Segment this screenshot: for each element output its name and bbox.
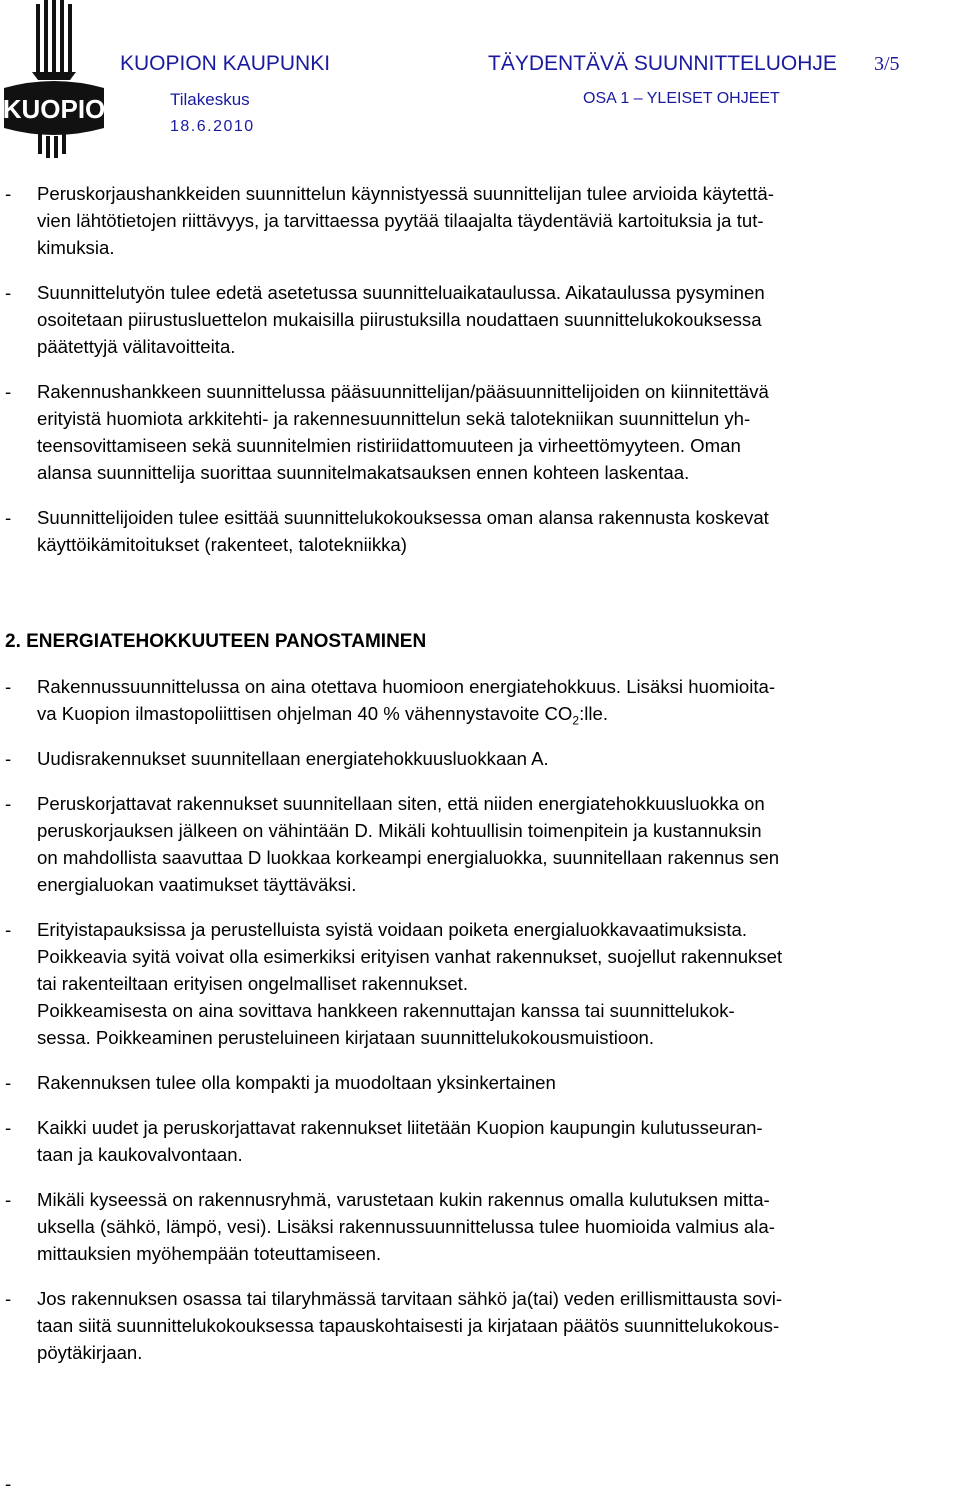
header-organization: KUOPION KAUPUNKI [120,52,331,75]
list-item [0,1186,954,1267]
trailing-dash: - [5,1473,12,1494]
list-item [0,1069,954,1096]
text-line: Rakennuksen tulee olla kompakti ja muodoltaan yksinkertainen [37,1072,556,1093]
bullet-dash: - [5,381,12,402]
text-line: Uudisrakennukset suunnitellaan energiatehokkuusluokkaan A. [37,748,549,769]
text-line: Poikkeamisesta on aina sovittava hankkeen rakennuttajan kanssa tai suunnittelukok- [37,1000,735,1021]
text-line: peruskorjauksen jälkeen on vähintään D. Mikäli kohtuullisin toimenpitein ja kustannuksin [37,820,762,841]
text-line: Suunnittelutyön tulee edetä asetetussa suunnitteluaikataulussa. Aikataulussa pysyminen [37,282,765,303]
list-item [0,1285,954,1366]
section-heading: 2. ENERGIATEHOKKUUTEEN PANOSTAMINEN [5,631,427,652]
text-line: Poikkeavia syitä voivat olla esimerkiksi erityisen vanhat rakennukset, suojellut rakennukset [37,946,783,967]
text-line: taan siitä suunnittelukokouksessa tapauskohtaisesti ja kirjataan päätös suunnittelukokous- [37,1315,780,1336]
text-line: osoitetaan piirustusluettelon mukaisilla piirustuksilla noudattaen suunnittelukokouksessa [37,309,762,330]
text-line: vien lähtötietojen riittävyys, ja tarvittaessa pyytää tilaajalta täydentäviä kartoituksia ja tut- [37,210,764,231]
page-header [0,0,960,160]
text-line: teensovittamiseen sekä suunnitelmien ristiriidattomuuteen ja virheettömyyteen. Oman [37,435,741,456]
list-item [0,673,954,727]
text-line: päätettyjä välitavoitteita. [37,336,236,357]
text-line: Suunnittelijoiden tulee esittää suunnittelukokouksessa oman alansa rakennusta koskevat [37,507,769,528]
bullet-dash: - [5,793,12,814]
kuopio-logo [0,0,108,158]
list-item [0,279,954,360]
bullet-dash: - [5,1117,12,1138]
text-line: tai rakenteiltaan erityisen ongelmalliset rakennukset. [37,973,468,994]
header-page-number: 3/5 [874,53,900,75]
text-line: sessa. Poikkeaminen perusteluineen kirjataan suunnittelukokousmuistioon. [37,1027,655,1048]
bullet-dash: - [5,282,12,303]
text-line: Mikäli kyseessä on rakennusryhmä, varustetaan kukin rakennus omalla kulutuksen mitta- [37,1189,770,1210]
svg-text:KUOPIO: KUOPIO [2,94,106,124]
list-item [0,504,954,558]
bullet-dash: - [5,676,12,697]
text-line: taan ja kaukovalvontaan. [37,1144,243,1165]
text-line: Rakennussuunnittelussa on aina otettava huomioon energiatehokkuus. Lisäksi huomioita- [37,676,776,697]
list-item [0,790,954,898]
text-line: käyttöikämitoitukset (rakenteet, talotekniikka) [37,534,407,555]
text-line: kimuksia. [37,237,115,258]
list-item [0,745,954,772]
text-line: Kaikki uudet ja peruskorjattavat rakennukset liitetään Kuopion kaupungin kulutusseuran- [37,1117,763,1138]
text-line: Erityistapauksissa ja perustelluista syistä voidaan poiketa energialuokkavaatimuksista. [37,919,748,940]
text-line: Rakennushankkeen suunnittelussa pääsuunnittelijan/pääsuunnittelijoiden on kiinnitettävä [37,381,769,402]
text-line: mittauksien myöhempään toteuttamiseen. [37,1243,382,1264]
bullet-dash: - [5,1189,12,1210]
text-line: energialuokan vaatimukset täyttäväksi. [37,874,357,895]
text-line: alansa suunnittelija suorittaa suunnitelmakatsauksen ennen kohteen laskentaa. [37,462,690,483]
header-department: Tilakeskus [170,90,250,109]
text-line: on mahdollista saavuttaa D luokkaa korkeampi energialuokka, suunnitellaan rakennus sen [37,847,780,868]
list-item [0,378,954,486]
text-line: Peruskorjaushankkeiden suunnittelun käynnistyessä suunnittelijan tulee arvioida käytettä- [37,183,774,204]
bullet-dash: - [5,1288,12,1309]
bullet-dash: - [5,507,12,528]
document-body [0,180,960,1366]
header-date: 18.6.2010 [170,118,255,135]
list-item [0,1114,954,1168]
header-document-title: TÄYDENTÄVÄ SUUNNITTELUOHJE [488,52,837,75]
list-item [0,180,954,261]
text-line: Jos rakennuksen osassa tai tilaryhmässä tarvitaan sähkö ja(tai) veden erillismittausta sovi- [37,1288,783,1309]
text-line: pöytäkirjaan. [37,1342,143,1363]
text-line: erityistä huomiota arkkitehti- ja rakennesuunnittelun sekä talotekniikan suunnittelun yh- [37,408,751,429]
bullet-dash: - [5,1072,12,1093]
subscript: 2 [572,713,580,728]
header-part: OSA 1 – YLEISET OHJEET [583,90,780,107]
text-line: Peruskorjattavat rakennukset suunnitellaan siten, että niiden energiatehokkuusluokka on [37,793,765,814]
bullet-dash: - [5,748,12,769]
bullet-dash: - [5,183,12,204]
text-line: va Kuopion ilmastopoliittisen ohjelman 40 % vähennystavoite $CO_2:lle$. [37,703,609,728]
list-item [0,916,954,1051]
bullet-dash: - [5,919,12,940]
text-line: uksella (sähkö, lämpö, vesi). Lisäksi rakennussuunnittelussa tulee huomioida valmius ala- [37,1216,775,1237]
